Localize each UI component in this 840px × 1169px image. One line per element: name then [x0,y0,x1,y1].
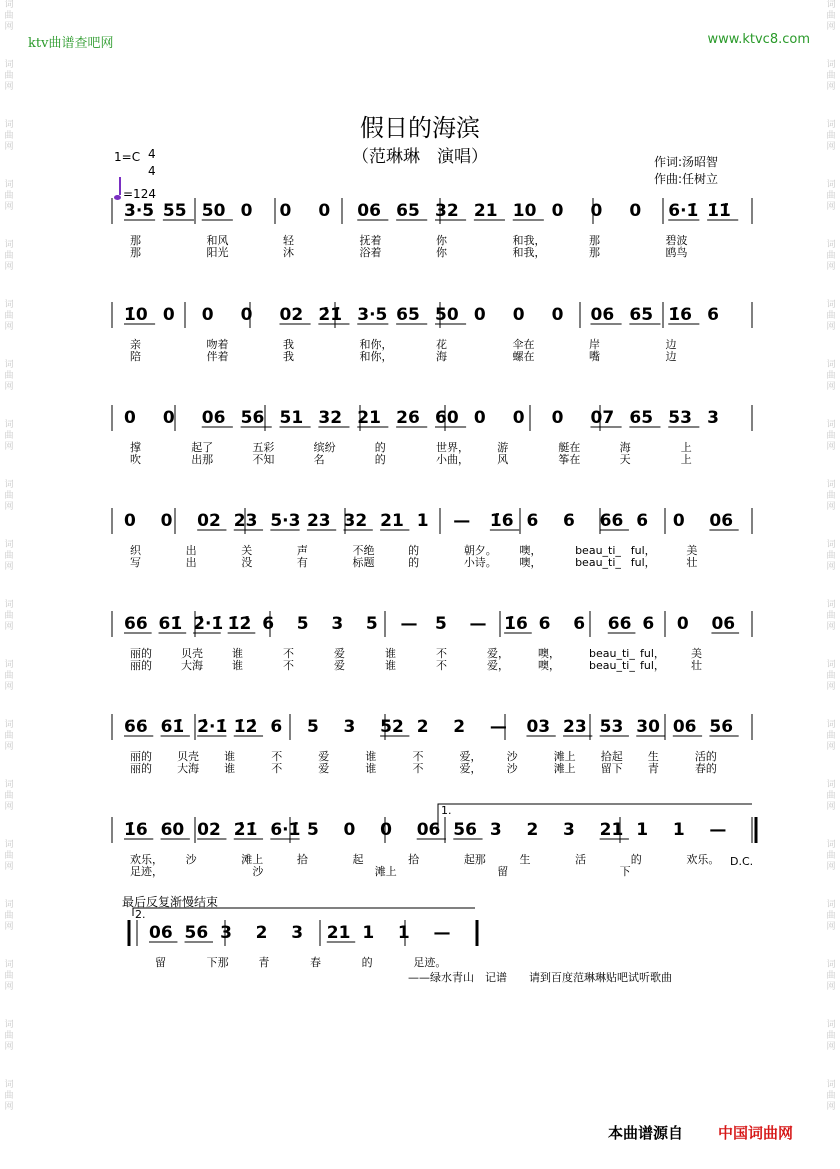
time-bottom: 4 [148,164,156,178]
right-watermark-strip: 词曲网 词曲网 词曲网 词曲网 词曲网 词曲网 词曲网 词曲网 词曲网 词曲网 词曲网 词曲网 词曲网 词曲网 词曲网 词曲网 词曲网 词曲网 词曲网 [826,0,836,1112]
lyric-word: 出 [185,556,197,569]
note-group: 1 [397,923,410,943]
note-group: 0 [201,305,214,325]
note-group: 0 [162,408,175,428]
note-group: 5 [435,614,447,634]
lyric-word: 起那 [463,853,486,866]
note-group: 0 [124,511,136,531]
note-group: 65 [629,305,654,325]
lyric-word: 岸 [589,338,600,351]
note-group: 3 [291,923,304,943]
lyric-word: 海 [436,350,447,363]
note-group: 0 [672,511,685,531]
transcriber-note: ——绿水青山 记谱 请到百度范琳琳贴吧试听歌曲 [408,971,672,984]
note-group: 23 [233,511,258,531]
note-group: 07 [590,408,615,428]
note-group: 5 [296,614,309,634]
lyric-word: 噢， [538,659,560,672]
lyric-word: 不 [436,659,447,672]
lyric-word: 大海 [177,762,200,775]
note-group: 66 [607,614,632,634]
lyric-word: 爱 [318,750,330,763]
lyric-word: beau_ti_ [575,556,621,569]
note-group: 0 [279,201,292,221]
lyric-word: 轻 [283,234,294,247]
note-group: 61̇ [160,717,185,737]
lyric-word: 丽的 [130,659,152,672]
lyric-word: 出那 [191,453,214,466]
lyric-word: 世界， [436,441,469,454]
lyric-word: 不 [283,647,294,660]
note-group: 5·3 [270,511,301,531]
lyric-word: 留 [497,865,509,878]
lyric-word: 噢， [519,556,542,569]
note-group: 2 [453,717,466,737]
lyric-word: 上 [680,441,692,454]
lyric-word: 拾 [408,853,420,866]
lyric-word: 沙 [506,750,518,763]
note-group: 0 [473,305,486,325]
lyric-word: 吹 [130,453,141,466]
note-group: 56 [709,717,734,737]
lyric-word: 春的 [694,762,717,775]
note-group: 53 [599,717,624,737]
note-group: 1̇6 [504,614,528,634]
note-group: — [433,923,451,943]
note-group: 3 [707,408,719,428]
note-group: — [469,614,487,634]
volta-bracket-1 [438,804,752,832]
lyric-word: 谁 [232,647,243,660]
lyric-word: 丽的 [130,647,152,660]
lyric-word: 艇在 [558,441,581,454]
note-group: 50 [435,305,459,325]
song-title: 假日的海滨 [360,114,480,142]
note-group: 53 [668,408,692,428]
note-group: 0 [551,408,564,428]
lyric-word: 谁 [224,762,236,775]
lyric-word: 沙 [252,865,264,878]
lyric-word: 阳光 [206,246,229,259]
lyric-word: 伴着 [206,350,229,363]
lyric-word: 不 [412,750,424,763]
lyric-word: 亲 [130,338,141,351]
lyric-word: 陪 [130,350,141,363]
note-group: 21 [473,201,498,221]
lyric-word: 起 [352,853,364,866]
lyric-word: 的 [374,441,386,454]
note-group: — [453,511,471,531]
lyric-word: 丽的 [130,762,152,775]
note-group: 5 [306,717,319,737]
note-group: 0 [676,614,689,634]
lyric-word: 贝壳 [177,750,200,763]
note-group: 30 [636,717,660,737]
note-group: 1̇6 [489,511,514,531]
lyric-word: 谁 [232,659,243,672]
note-group: 6·1̇ [270,820,301,840]
lyric-word: 织 [130,544,141,557]
note-group: 06 [711,614,736,634]
lyric-word: 不 [436,647,447,660]
lyric-word: 不 [271,750,283,763]
lyric-word: 下 [619,865,631,878]
lyric-word: 爱， [459,762,482,775]
lyric-word: 生 [519,853,531,866]
note-group: 0 [473,408,486,428]
note-group: 0 [343,820,356,840]
lyric-word: 的 [408,556,420,569]
note-group: 0 [240,201,253,221]
lyric-word: 谁 [385,647,396,660]
lyric-word: 那 [589,246,600,259]
lyric-word: 不 [412,762,424,775]
lyric-word: 起了 [191,441,214,454]
note-group: — [709,820,727,840]
note-group: 5 [306,820,319,840]
lyric-word: 和我， [512,234,546,247]
lyric-word: 关 [241,544,253,557]
lyric-word: 声 [296,544,308,557]
lyric-word: beau_ti_ [575,544,621,557]
note-group: 1̇0 [124,305,148,325]
note-group: 3 [220,923,232,943]
note-group: 1̇6 [124,820,148,840]
note-group: 0 [240,305,253,325]
note-group: 06 [201,408,226,428]
lyric-word: ful， [640,659,665,672]
lyric-word: 那 [589,234,600,247]
lyric-word: 和我， [512,246,546,259]
lyric-word: beau_ti_ [589,647,635,660]
note-group: 21 [357,408,381,428]
lyric-word: 壮 [686,556,698,569]
source-label: 本曲谱源自 [608,1124,684,1142]
ending-note: 最后反复渐慢结束 [122,895,219,909]
lyric-word: 边 [665,350,677,363]
note-group: 2̇1̇ [233,820,258,840]
note-group: 06 [416,820,441,840]
lyric-word: 爱， [487,647,509,660]
lyric-word: 那 [130,234,141,247]
note-group: 06 [709,511,734,531]
lyric-word: 出 [185,544,197,557]
note-group: 6 [526,511,539,531]
note-group: 0 [629,201,642,221]
lyric-word: 谁 [365,762,377,775]
lyric-word: 贝壳 [181,647,203,660]
note-group: 6 [270,717,283,737]
note-group: 0 [160,511,173,531]
lyric-word: 碧波 [665,234,688,247]
lyric-word: ful， [630,544,656,557]
time-top: 4 [148,147,156,161]
note-group: 56 [184,923,209,943]
note-group: 56 [453,820,477,840]
note-group: 06 [590,305,615,325]
lyric-word: 不 [271,762,283,775]
note-group: 66 [124,717,148,737]
note-group: 0 [380,820,392,840]
lyric-word: 沙 [506,762,518,775]
note-group: 06 [357,201,381,221]
lyric-word: 游 [497,441,509,454]
lyric-word: 谁 [365,750,377,763]
lyric-word: 爱， [459,750,482,763]
lyric-word: 留下 [600,762,623,775]
note-group: 6·1̇ [668,201,699,221]
note-group: 0 [318,201,331,221]
lyric-word: 名 [313,453,325,466]
lyric-word: 下那 [206,956,229,969]
lyric-word: 标题 [352,556,375,569]
note-group: 60 [435,408,459,428]
lyric-word: 沐 [283,246,294,259]
dc-marking: D.C. [730,855,754,868]
note-group: 32 [435,201,459,221]
note-group: 0 [124,408,136,428]
note-group: 02 [197,511,221,531]
lyric-word: 滩上 [374,865,397,878]
lyric-word: 噢， [538,647,560,660]
lyric-word: 生 [647,750,659,763]
note-group: 10 [512,201,537,221]
note-group: 3 [563,820,575,840]
lyric-word: 春 [310,956,321,969]
lyric-word: 丽的 [130,750,152,763]
lyric-word: 美 [686,544,698,557]
note-group: 61̇ [158,614,183,634]
key-label: 1=C [114,150,141,164]
note-group: 02 [279,305,304,325]
note-group: 0 [551,201,564,221]
lyric-word: 你 [436,234,447,247]
header-right-site[interactable]: www.ktvc8.com [707,32,810,47]
note-group: 21 [380,511,404,531]
lyric-word: 谁 [224,750,236,763]
lyric-word: 的 [408,544,420,557]
note-group: 65 [396,305,420,325]
note-group: 23 [306,511,331,531]
lyric-word: 抚着 [359,234,382,247]
note-group: — [489,717,507,737]
note-group: 50 [201,201,226,221]
note-group: 23 [563,717,587,737]
lyric-word: 不知 [252,453,275,466]
lyricist: 作词:汤昭智 [654,155,719,169]
lyric-word: 吻着 [206,338,229,351]
lyric-word: 滩上 [241,853,264,866]
note-group: 21 [599,820,624,840]
lyric-word: 筝在 [558,453,581,466]
lyric-word: 你 [436,246,447,259]
lyric-word: 朝夕。 [463,544,497,557]
lyric-word: 爱 [318,762,330,775]
note-group: 5 [365,614,378,634]
lyric-word: 边 [665,338,677,351]
lyric-word: 爱， [487,659,509,672]
lyric-word: 写 [130,556,141,569]
note-group: 52 [380,717,404,737]
note-group: 06 [672,717,697,737]
note-group: 1̇1̇ [707,201,731,221]
lyric-word: 浴着 [359,246,382,259]
note-group: — [400,614,418,634]
note-group: 51 [279,408,304,428]
lyric-word: 欢乐， [130,853,163,866]
lyric-word: 有 [296,556,308,569]
note-group: 55 [162,201,187,221]
note-group: 2̇·1̇ [193,614,224,634]
note-group: 56 [240,408,265,428]
note-group: 65 [629,408,654,428]
note-group: 21 [326,923,351,943]
note-group: 65 [396,201,420,221]
note-group: 1 [636,820,649,840]
lyric-word: 滩上 [553,750,576,763]
note-group: 0 [551,305,564,325]
note-group: 6 [707,305,719,325]
note-group: 6 [538,614,551,634]
lyric-word: 缤纷 [313,441,336,454]
lyric-word: 足迹， [130,865,163,878]
note-group: 0 [512,305,525,325]
lyric-word: 美 [691,647,702,660]
volta-label-2: 2. [135,908,146,921]
lyric-word: 足迹。 [413,956,447,969]
note-group: 3 [343,717,356,737]
note-group: 2̇1̇ [318,305,343,325]
lyric-word: 五彩 [252,441,275,454]
lyric-word: 噢， [519,544,542,557]
lyric-word: 鸥鸟 [665,246,688,259]
note-group: 6 [636,511,649,531]
lyric-word: 拾 [296,853,308,866]
left-watermark-strip: 词曲网 词曲网 词曲网 词曲网 词曲网 词曲网 词曲网 词曲网 词曲网 词曲网 词曲网 词曲网 词曲网 词曲网 词曲网 词曲网 词曲网 词曲网 词曲网 [4,0,14,1112]
note-group: 6 [563,511,575,531]
note-group: 6 [573,614,586,634]
lyric-word: 风 [497,453,509,466]
lyric-word: 谁 [385,659,396,672]
lyric-word: 爱 [334,659,345,672]
lyric-word: 欢乐。 [686,853,720,866]
note-group: 2 [526,820,539,840]
lyric-word: 小诗。 [463,556,497,569]
lyric-word: 不 [283,659,294,672]
note-group: 1 [416,511,429,531]
note-group: 03 [526,717,551,737]
lyric-word: 沙 [185,853,197,866]
lyric-word: 海 [619,441,631,454]
lyric-word: 天 [619,453,631,466]
note-group: 0 [590,201,603,221]
lyric-word: 的 [361,956,373,969]
note-group: 32 [318,408,343,428]
note-group: 1̇2̇ [227,614,252,634]
note-group: 32 [343,511,368,531]
note-group: 2 [255,923,268,943]
lyric-word: 伞在 [512,338,535,351]
lyric-word: 没 [241,556,253,569]
composer: 作曲:任树立 [654,172,719,186]
note-group: 66 [124,614,148,634]
lyric-word: 的 [630,853,642,866]
note-group: 6 [262,614,275,634]
lyric-word: 留 [155,956,166,969]
lyric-word: ful， [630,556,656,569]
lyric-word: 活 [575,853,587,866]
tempo-value: =124 [123,187,156,201]
note-group: 66 [599,511,624,531]
lyric-word: 那 [130,246,141,259]
note-group: 0 [162,305,175,325]
header-left-site[interactable]: ktv曲谱查吧网 [28,36,114,51]
note-group: 3·5 [357,305,388,325]
note-group: 3 [489,820,502,840]
lyric-word: 小曲， [436,453,469,466]
volta-label-1: 1. [441,804,452,817]
lyric-word: 花 [436,338,447,351]
note-group: 06 [149,923,173,943]
lyric-word: 不绝 [352,544,375,557]
note-group: 1 [362,923,375,943]
lyric-word: 撑 [130,441,141,454]
song-subtitle: （范琳琳 演唱） [352,147,488,167]
note-group: 26 [396,408,420,428]
note-group: 3 [331,614,344,634]
note-group: 3·5 [124,201,155,221]
lyric-word: 和风 [206,234,229,247]
lyric-word: 壮 [691,659,702,672]
note-group: 6 [642,614,655,634]
lyric-word: 爱 [334,647,345,660]
note-group: 2̇·1̇ [197,717,228,737]
lyric-word: 大海 [181,659,203,672]
lyric-word: 活的 [694,750,717,763]
lyric-word: 嘴 [589,350,600,363]
note-group: 1 [672,820,685,840]
note-group: 1̇2̇ [233,717,258,737]
note-group: 1̇6 [668,305,692,325]
lyric-word: 和你， [359,350,393,363]
note-group: 2 [416,717,429,737]
lyric-word: 青 [647,762,659,775]
lyric-word: 青 [258,956,270,969]
source-site[interactable]: 中国词曲网 [718,1124,794,1142]
lyric-word: 拾起 [600,750,623,763]
lyric-word: 滩上 [553,762,576,775]
lyric-word: 我 [283,350,294,363]
note-group: 0 [512,408,525,428]
note-group: 60 [160,820,185,840]
lyric-word: 螺在 [512,350,535,363]
lyric-word: 和你， [359,338,393,351]
note-group: 02 [197,820,221,840]
lyric-word: ful， [640,647,665,660]
lyric-word: beau_ti_ [589,659,635,672]
lyric-word: 我 [283,338,294,351]
lyric-word: 上 [680,453,692,466]
lyric-word: 的 [374,453,386,466]
